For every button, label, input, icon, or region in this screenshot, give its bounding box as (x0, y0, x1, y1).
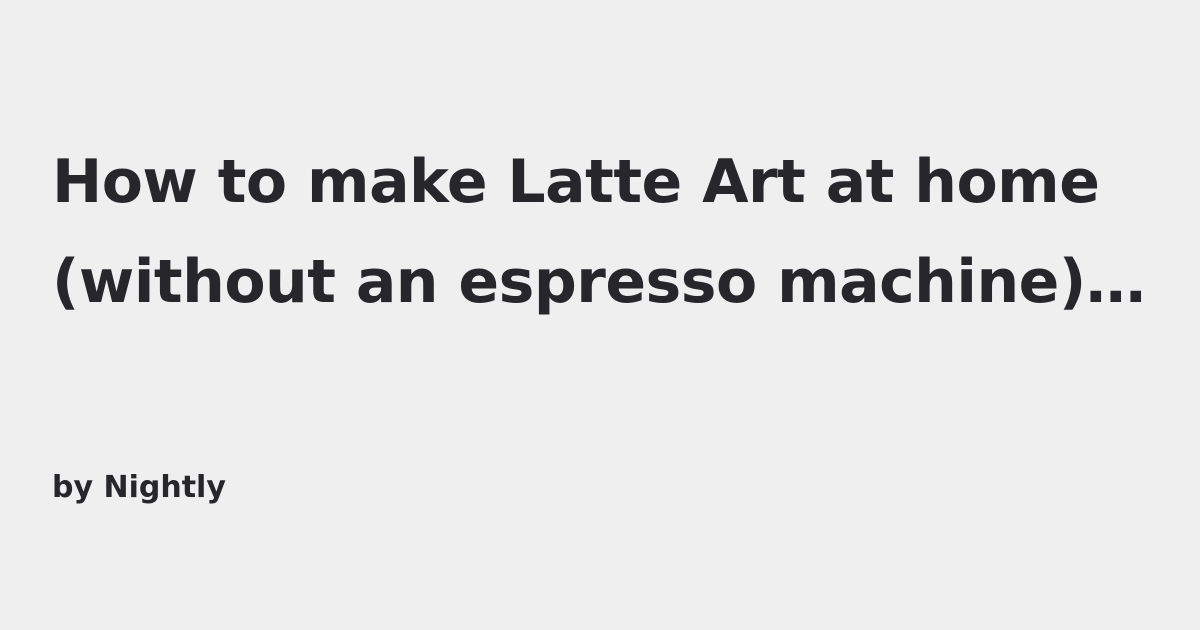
article-title-line-1: How to make Latte Art at home (52, 147, 1100, 217)
article-title-line-2: (without an espresso machine)… (52, 247, 1146, 317)
author-byline: by Nightly (52, 470, 226, 505)
article-title (52, 132, 1152, 332)
